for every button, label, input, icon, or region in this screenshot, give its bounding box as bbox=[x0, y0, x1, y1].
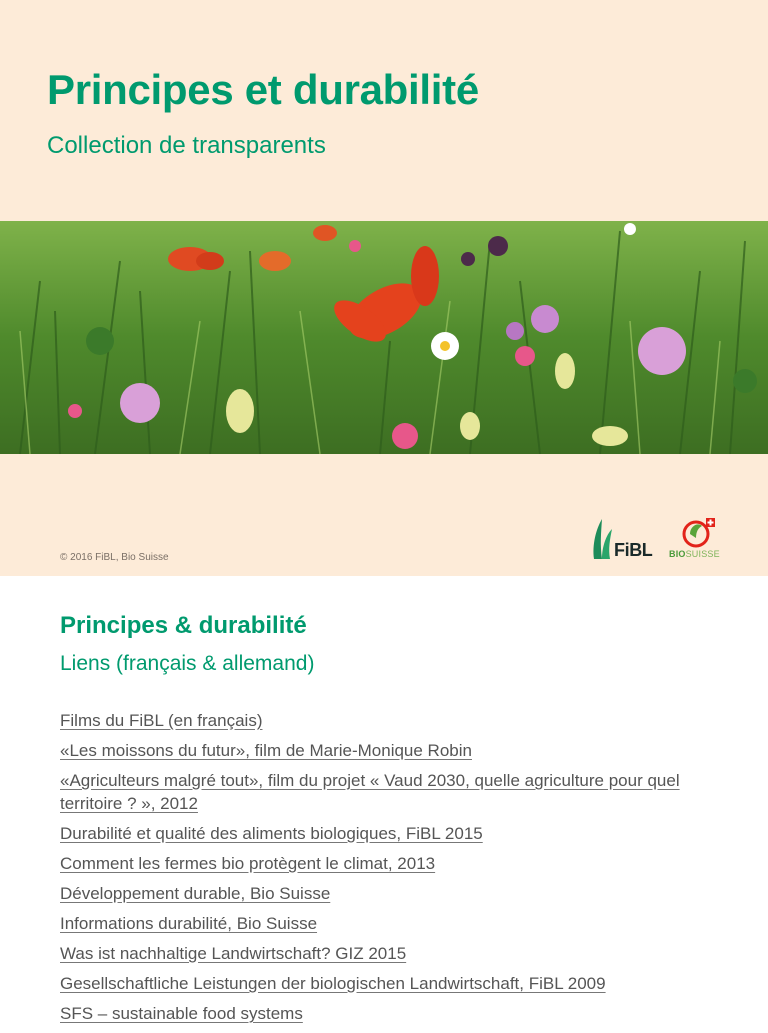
link-sfs[interactable]: SFS – sustainable food systems bbox=[60, 1004, 303, 1023]
list-item bbox=[60, 1003, 740, 1026]
list-item bbox=[60, 740, 740, 763]
fibl-logo-text: FiBL bbox=[614, 540, 653, 560]
list-item bbox=[60, 943, 740, 966]
list-item bbox=[60, 973, 740, 996]
list-item bbox=[60, 823, 740, 846]
meadow-flowers-photo bbox=[0, 221, 768, 454]
links-slide bbox=[0, 576, 768, 1024]
bio-suisse-bud-icon bbox=[668, 514, 728, 548]
list-item bbox=[60, 853, 740, 876]
list-item bbox=[60, 770, 740, 816]
link-moissons-du-futur[interactable]: «Les moissons du futur», film de Marie-Monique Robin bbox=[60, 741, 472, 760]
link-durabilite-qualite[interactable]: Durabilité et qualité des aliments biologiques, FiBL 2015 bbox=[60, 824, 483, 843]
link-developpement-durable[interactable]: Développement durable, Bio Suisse bbox=[60, 884, 331, 903]
link-agriculteurs-malgre-tout[interactable]: «Agriculteurs malgré tout», film du projet « Vaud 2030, quelle agriculture pour quel territoire ? », 2012 bbox=[60, 771, 680, 813]
links-slide-title: Principes & durabilité bbox=[60, 612, 307, 639]
bio-suisse-logo-text bbox=[669, 549, 720, 559]
copyright-text: © 2016 FiBL, Bio Suisse bbox=[60, 552, 169, 563]
bio-suisse-light-text: SUISSE bbox=[685, 549, 720, 559]
links-list bbox=[60, 710, 740, 1033]
list-item bbox=[60, 883, 740, 906]
link-nachhaltige-landwirtschaft[interactable]: Was ist nachhaltige Landwirtschaft? GIZ 2015 bbox=[60, 944, 407, 963]
list-item bbox=[60, 913, 740, 936]
cover-subtitle: Collection de transparents bbox=[47, 132, 326, 159]
link-gesellschaftliche-leistungen[interactable]: Gesellschaftliche Leistungen der biologischen Landwirtschaft, FiBL 2009 bbox=[60, 974, 606, 993]
list-item bbox=[60, 710, 740, 733]
link-fermes-bio-climat[interactable]: Comment les fermes bio protègent le climat, 2013 bbox=[60, 854, 436, 873]
bio-suisse-bold-text: BIO bbox=[669, 549, 686, 559]
links-slide-subtitle: Liens (français & allemand) bbox=[60, 652, 315, 675]
cover-title: Principes et durabilité bbox=[47, 66, 479, 113]
link-fibl-films[interactable]: Films du FiBL (en français) bbox=[60, 711, 263, 730]
link-informations-durabilite[interactable]: Informations durabilité, Bio Suisse bbox=[60, 914, 318, 933]
